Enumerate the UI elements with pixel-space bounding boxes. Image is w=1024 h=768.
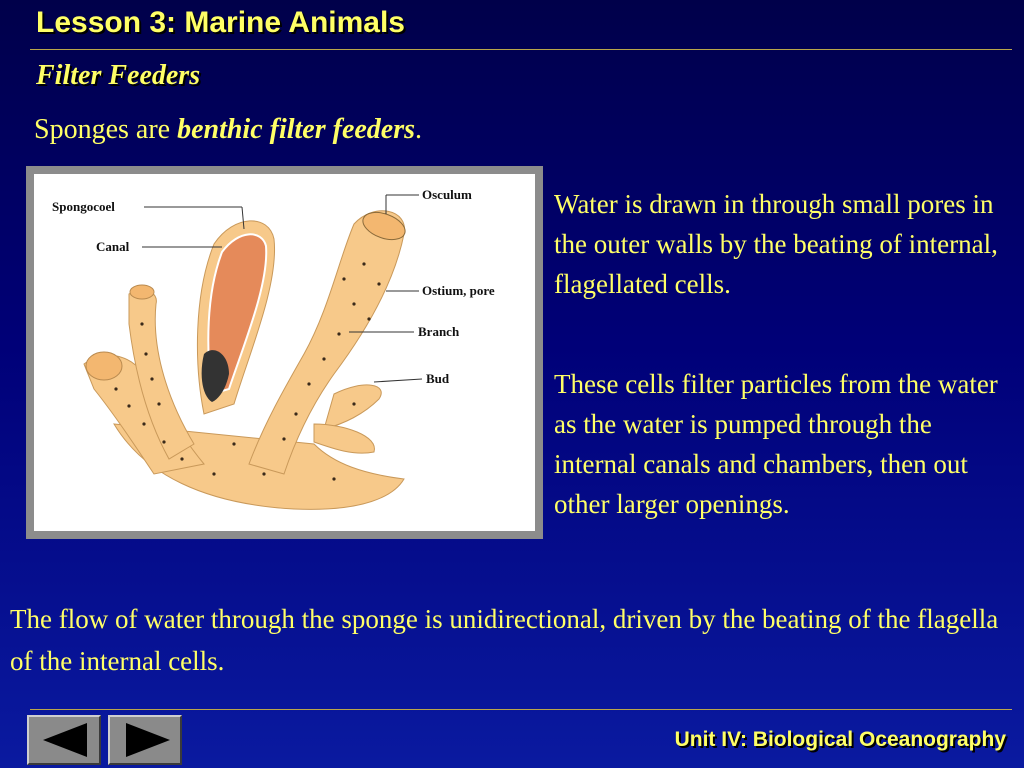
lead-emphasis: benthic filter feeders: [177, 114, 416, 145]
next-slide-button[interactable]: [108, 715, 182, 765]
footer-rule: [30, 709, 1012, 710]
label-ostium: Ostium, pore: [422, 283, 495, 298]
previous-slide-button[interactable]: [27, 715, 101, 765]
right-triangle-icon: [110, 717, 180, 763]
paragraph-filter-particles: These cells filter particles from the water as the water is pumped through the internal canals and chambers, then out other larger openings.: [554, 369, 998, 519]
sponge-illustration: [34, 174, 535, 531]
label-branch: Branch: [418, 324, 460, 339]
label-canal: Canal: [96, 239, 130, 254]
lead-prefix: Sponges are: [34, 114, 178, 145]
label-spongocoel: Spongocoel: [52, 199, 115, 214]
lead-sentence: [34, 114, 422, 146]
label-bud: Bud: [426, 371, 450, 386]
lesson-title: Lesson 3: Marine Animals: [36, 6, 405, 39]
left-triangle-icon: [29, 717, 99, 763]
header-rule: [30, 49, 1012, 50]
paragraph-water-drawn: Water is drawn in through small pores in the outer walls by the beating of internal, flagellated cells.: [554, 189, 998, 299]
label-osculum: Osculum: [422, 187, 472, 202]
sponge-diagram: [34, 174, 535, 531]
unit-footer: Unit IV: Biological Oceanography: [674, 728, 1006, 751]
lead-suffix: .: [415, 114, 423, 145]
paragraph-flow: The flow of water through the sponge is unidirectional, driven by the beating of the flagella of the internal cells.: [10, 604, 999, 676]
section-subtitle: Filter Feeders: [36, 60, 201, 91]
